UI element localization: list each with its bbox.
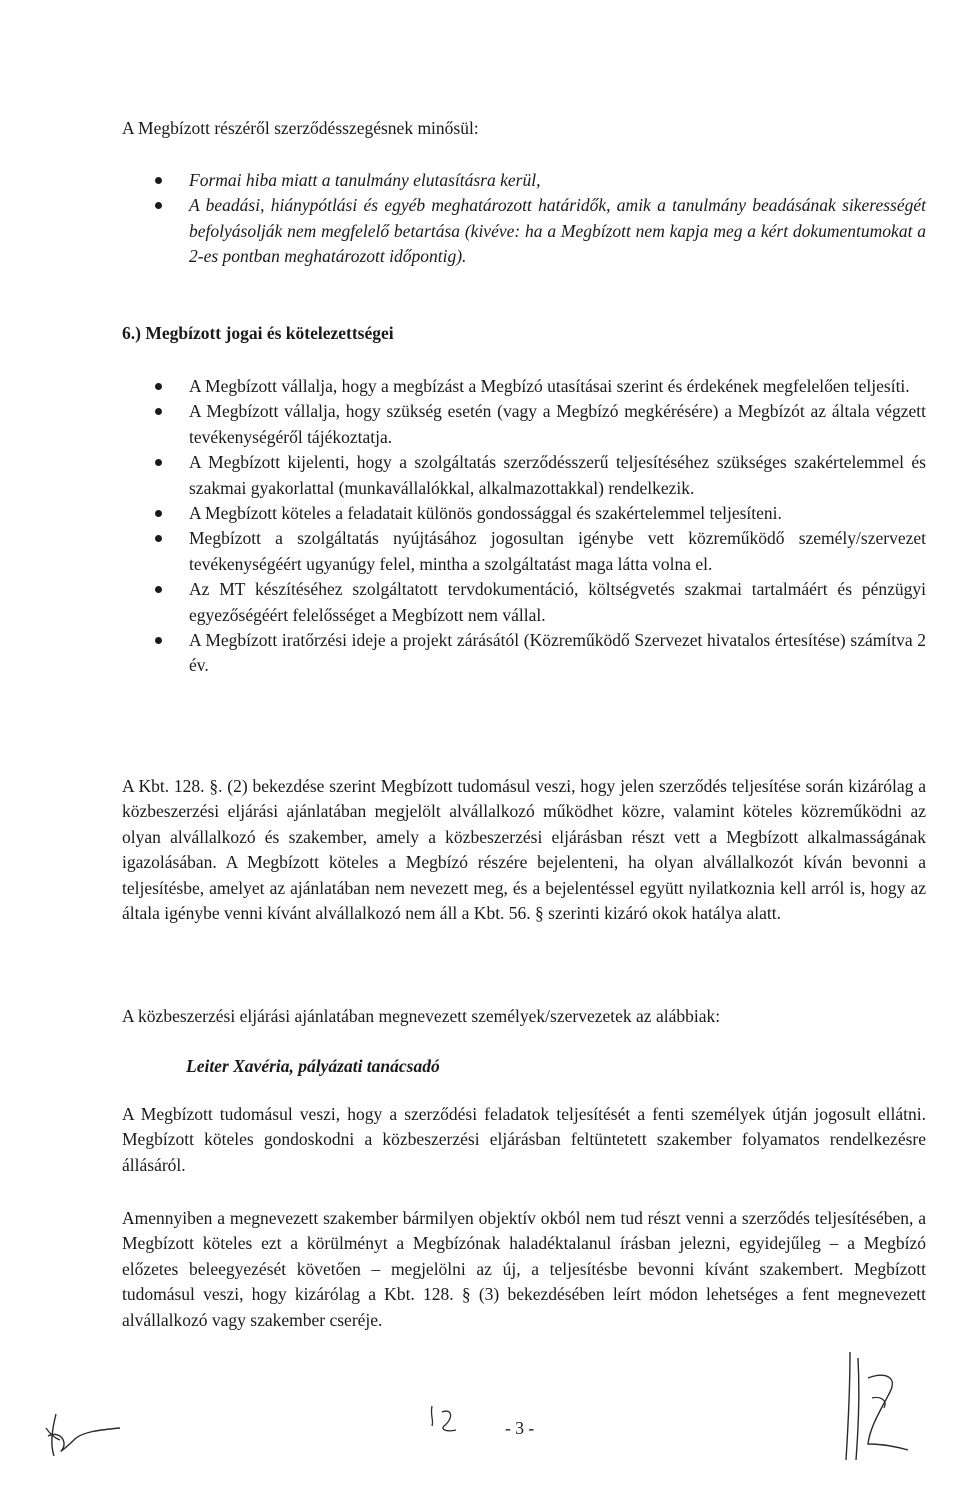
breach-intro: A Megbízott részéről szerződésszegésnek minősül: bbox=[122, 118, 479, 138]
signature-initials-middle bbox=[422, 1400, 478, 1440]
breach-list bbox=[122, 168, 926, 270]
replacement-paragraph: Amennyiben a megnevezett szakember bármilyen objektív okból nem tud részt venni a szerződés teljesítésében, a Megbízott köteles ezt a körülményt a Megbízónak haladéktalanul írásban jelezni, egyidejűleg – a Megbízó előzetes beleegyezését követően – megjelölni az új, a teljesítésbe bevonni kívánt szakembert. Megbízott tudomásul veszi, hogy kizárólag a Kbt. 128. § (3) bekezdésében leírt módon lehetséges a fent megnevezett alvállalkozó vagy szakember cseréje. bbox=[122, 1208, 926, 1330]
obligation-item: A Megbízott kijelenti, hogy a szolgáltatás szerződésszerű teljesítéséhez szükséges szakértelemmel és szakmai gyakorlattal (munkavállalókkal, alkalmazottakkal) rendelkezik. bbox=[122, 450, 926, 501]
obligations-list bbox=[122, 374, 926, 679]
obligation-item: A Megbízott vállalja, hogy szükség esetén (vagy a Megbízó megkérésére) a Megbízót az általa végzett tevékenységéről tájékoztatja. bbox=[122, 399, 926, 450]
named-person: Leiter Xavéria, pályázati tanácsadó bbox=[186, 1056, 440, 1076]
breach-item: A beadási, hiánypótlási és egyéb meghatározott határidők, amik a tanulmány beadásának sikerességét befolyásolják nem megfelelő betartása (kivéve: ha a Megbízott nem kapja meg a kért dokumentumokat a 2-es pontban meghatározott időpontig). bbox=[122, 193, 926, 269]
acknowledgement-paragraph: A Megbízott tudomásul veszi, hogy a szerződési feladatok teljesítését a fenti személyek útján jogosult ellátni. Megbízott köteles gondoskodni a közbeszerzési eljárásban feltüntetett szakember folyamatos rendelkezésre állásáról. bbox=[122, 1104, 926, 1175]
named-intro: A közbeszerzési eljárási ajánlatában megnevezett személyek/szervezetek az alábbiak: bbox=[122, 1006, 721, 1026]
kbt-paragraph: A Kbt. 128. §. (2) bekezdése szerint Megbízott tudomásul veszi, hogy jelen szerződés teljesítése során kizárólag a közbeszerzési eljárási ajánlatában megjelölt alvállalkozó működhet közre, valamint köteles közreműködni az olyan alvállalkozó és szakember, amely a közbeszerzési eljárásban részt vett a Megbízott alkalmasságának igazolásában. A Megbízott köteles a Megbízó részére bejelenteni, ha olyan alvállalkozót kíván bevonni a teljesítésbe, amelyet az ajánlatában nem nevezett meg, és a bejelentéssel együtt nyilatkoznia kell arról is, hogy az általa igénybe venni kívánt alvállalkozó nem áll a Kbt. 56. § szerinti kizáró okok hatálya alatt. bbox=[122, 776, 926, 924]
section-heading: 6.) Megbízott jogai és kötelezettségei bbox=[122, 323, 394, 343]
obligation-item: A Megbízott köteles a feladatait különös gondossággal és szakértelemmel teljesíteni. bbox=[122, 501, 926, 526]
page-footer bbox=[0, 1400, 960, 1490]
obligation-item: Az MT készítéséhez szolgáltatott tervdokumentáció, költségvetés szakmai tartalmáért és pénzügyi egyezőségéért felelősséget a Megbízott nem vállal. bbox=[122, 577, 926, 628]
page-number: - 3 - bbox=[505, 1418, 535, 1438]
signature-initials-left bbox=[38, 1406, 134, 1466]
breach-item: Formai hiba miatt a tanulmány elutasításra kerül, bbox=[122, 168, 926, 193]
obligation-item: Megbízott a szolgáltatás nyújtásához jogosultan igénybe vett közreműködő személy/szervezet tevékenységéért ugyanúgy felel, mintha a szolgáltatást maga látta volna el. bbox=[122, 526, 926, 577]
obligation-item: A Megbízott vállalja, hogy a megbízást a Megbízó utasításai szerint és érdekének megfelelően teljesíti. bbox=[122, 374, 926, 399]
obligation-item: A Megbízott iratőrzési ideje a projekt zárásától (Közreműködő Szervezet hivatalos értesítése) számítva 2 év. bbox=[122, 628, 926, 679]
signature-initials-right bbox=[828, 1348, 920, 1466]
